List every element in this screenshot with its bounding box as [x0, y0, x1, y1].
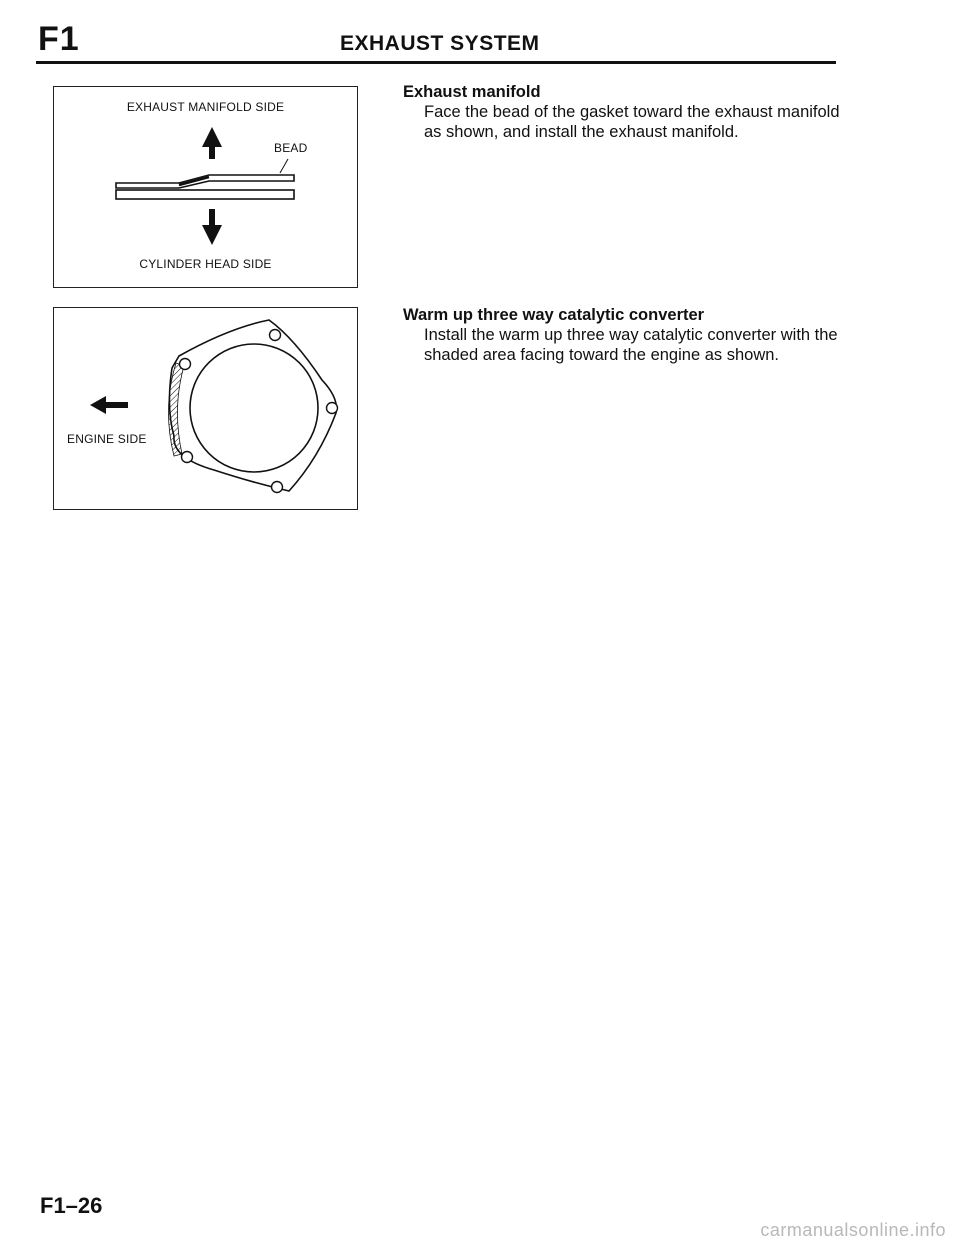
- watermark: carmanualsonline.info: [760, 1220, 946, 1240]
- bolt-hole: [180, 359, 191, 370]
- left-arrow-icon: [90, 396, 128, 414]
- section-body: Install the warm up three way catalytic converter with the shaded area facing toward the engine as shown.: [424, 326, 838, 364]
- converter-flange-illustration: [54, 308, 359, 511]
- bolt-hole: [270, 330, 281, 341]
- page-title: EXHAUST SYSTEM: [340, 32, 540, 55]
- exhaust-manifold-side-label: EXHAUST MANIFOLD SIDE: [126, 100, 285, 114]
- gasket-lower-plate: [116, 190, 294, 199]
- engine-side-label: ENGINE SIDE: [67, 432, 147, 446]
- gasket-figure: [53, 86, 358, 288]
- bead-label: BEAD: [274, 141, 308, 155]
- bolt-hole: [182, 452, 193, 463]
- up-arrow-icon: [202, 127, 222, 159]
- cylinder-head-side-label: CYLINDER HEAD SIDE: [139, 257, 272, 271]
- section-body: Face the bead of the gasket toward the exhaust manifold as shown, and install the exhaust manifold.: [424, 103, 840, 141]
- section-heading: Warm up three way catalytic converter: [403, 306, 705, 324]
- page-number: F1–26: [40, 1193, 103, 1218]
- bolt-hole: [327, 403, 338, 414]
- catalytic-converter-section: [403, 305, 844, 365]
- converter-figure: [53, 307, 358, 510]
- bead-leader-line: [280, 159, 288, 173]
- section-code: F1: [38, 20, 80, 58]
- center-port: [190, 344, 318, 472]
- bolt-hole: [272, 482, 283, 493]
- header-rule: [36, 61, 836, 64]
- section-heading: Exhaust manifold: [403, 83, 541, 101]
- exhaust-manifold-section: [403, 82, 844, 142]
- down-arrow-icon: [202, 209, 222, 245]
